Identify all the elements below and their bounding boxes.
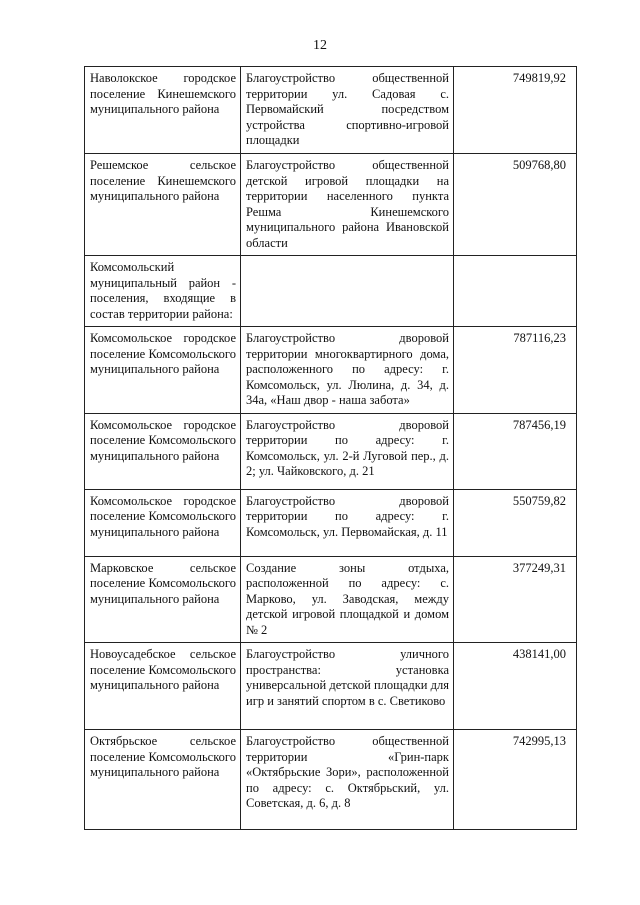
municipality-cell: Комсомольский муниципальный район - поселения, входящие в состав территории района: <box>85 256 241 327</box>
table-row <box>85 256 577 327</box>
table-row <box>85 327 577 414</box>
table-row <box>85 489 577 556</box>
amount-cell: 509768,80 <box>454 154 577 256</box>
table-row <box>85 556 577 643</box>
municipality-cell: Комсомольское городское поселение Комсомольского муниципального района <box>85 489 241 556</box>
table-row <box>85 67 577 154</box>
municipality-cell: Решемское сельское поселение Кинешемского муниципального района <box>85 154 241 256</box>
table-row <box>85 643 577 730</box>
project-cell: Благоустройство уличного пространства: установка универсальной детской площадки для игр и занятий спортом в с. Светиково <box>241 643 454 730</box>
project-cell: Благоустройство общественной территории «Грин-парк «Октябрьские Зори», расположенной по адресу: с. Октябрьский, ул. Советская, д. 6, д. 8 <box>241 730 454 830</box>
project-cell <box>241 256 454 327</box>
municipality-cell: Комсомольское городское поселение Комсомольского муниципального района <box>85 413 241 489</box>
municipality-cell: Комсомольское городское поселение Комсомольского муниципального района <box>85 327 241 414</box>
amount-cell: 787116,23 <box>454 327 577 414</box>
municipality-cell: Марковское сельское поселение Комсомольского муниципального района <box>85 556 241 643</box>
project-cell: Благоустройство общественной территории ул. Садовая с. Первомайский посредством устройства спортивно-игровой площадки <box>241 67 454 154</box>
table-row <box>85 413 577 489</box>
project-cell: Благоустройство общественной детской игровой площадки на территории населенного пункта Решма Кинешемского муниципального района Ивановской области <box>241 154 454 256</box>
funding-table <box>84 66 577 830</box>
municipality-cell: Октябрьское сельское поселение Комсомольского муниципального района <box>85 730 241 830</box>
amount-cell: 377249,31 <box>454 556 577 643</box>
table-row <box>85 154 577 256</box>
project-cell: Благоустройство дворовой территории многоквартирного дома, расположенного по адресу: г. Комсомольск, ул. Люлина, д. 34, д. 34а, «Наш двор - наша забота» <box>241 327 454 414</box>
project-cell: Создание зоны отдыха, расположенной по адресу: с. Марково, ул. Заводская, между детской игровой площадкой и домом № 2 <box>241 556 454 643</box>
project-cell: Благоустройство дворовой территории по адресу: г. Комсомольск, ул. 2-й Луговой пер., д. 2; ул. Чайковского, д. 21 <box>241 413 454 489</box>
municipality-cell: Наволокское городское поселение Кинешемского муниципального района <box>85 67 241 154</box>
table-row <box>85 730 577 830</box>
amount-cell: 749819,92 <box>454 67 577 154</box>
amount-cell: 550759,82 <box>454 489 577 556</box>
amount-cell: 438141,00 <box>454 643 577 730</box>
amount-cell <box>454 256 577 327</box>
project-cell: Благоустройство дворовой территории по адресу: г. Комсомольск, ул. Первомайская, д. 11 <box>241 489 454 556</box>
page-number: 12 <box>313 38 327 53</box>
amount-cell: 742995,13 <box>454 730 577 830</box>
municipality-cell: Новоусадебское сельское поселение Комсомольского муниципального района <box>85 643 241 730</box>
amount-cell: 787456,19 <box>454 413 577 489</box>
